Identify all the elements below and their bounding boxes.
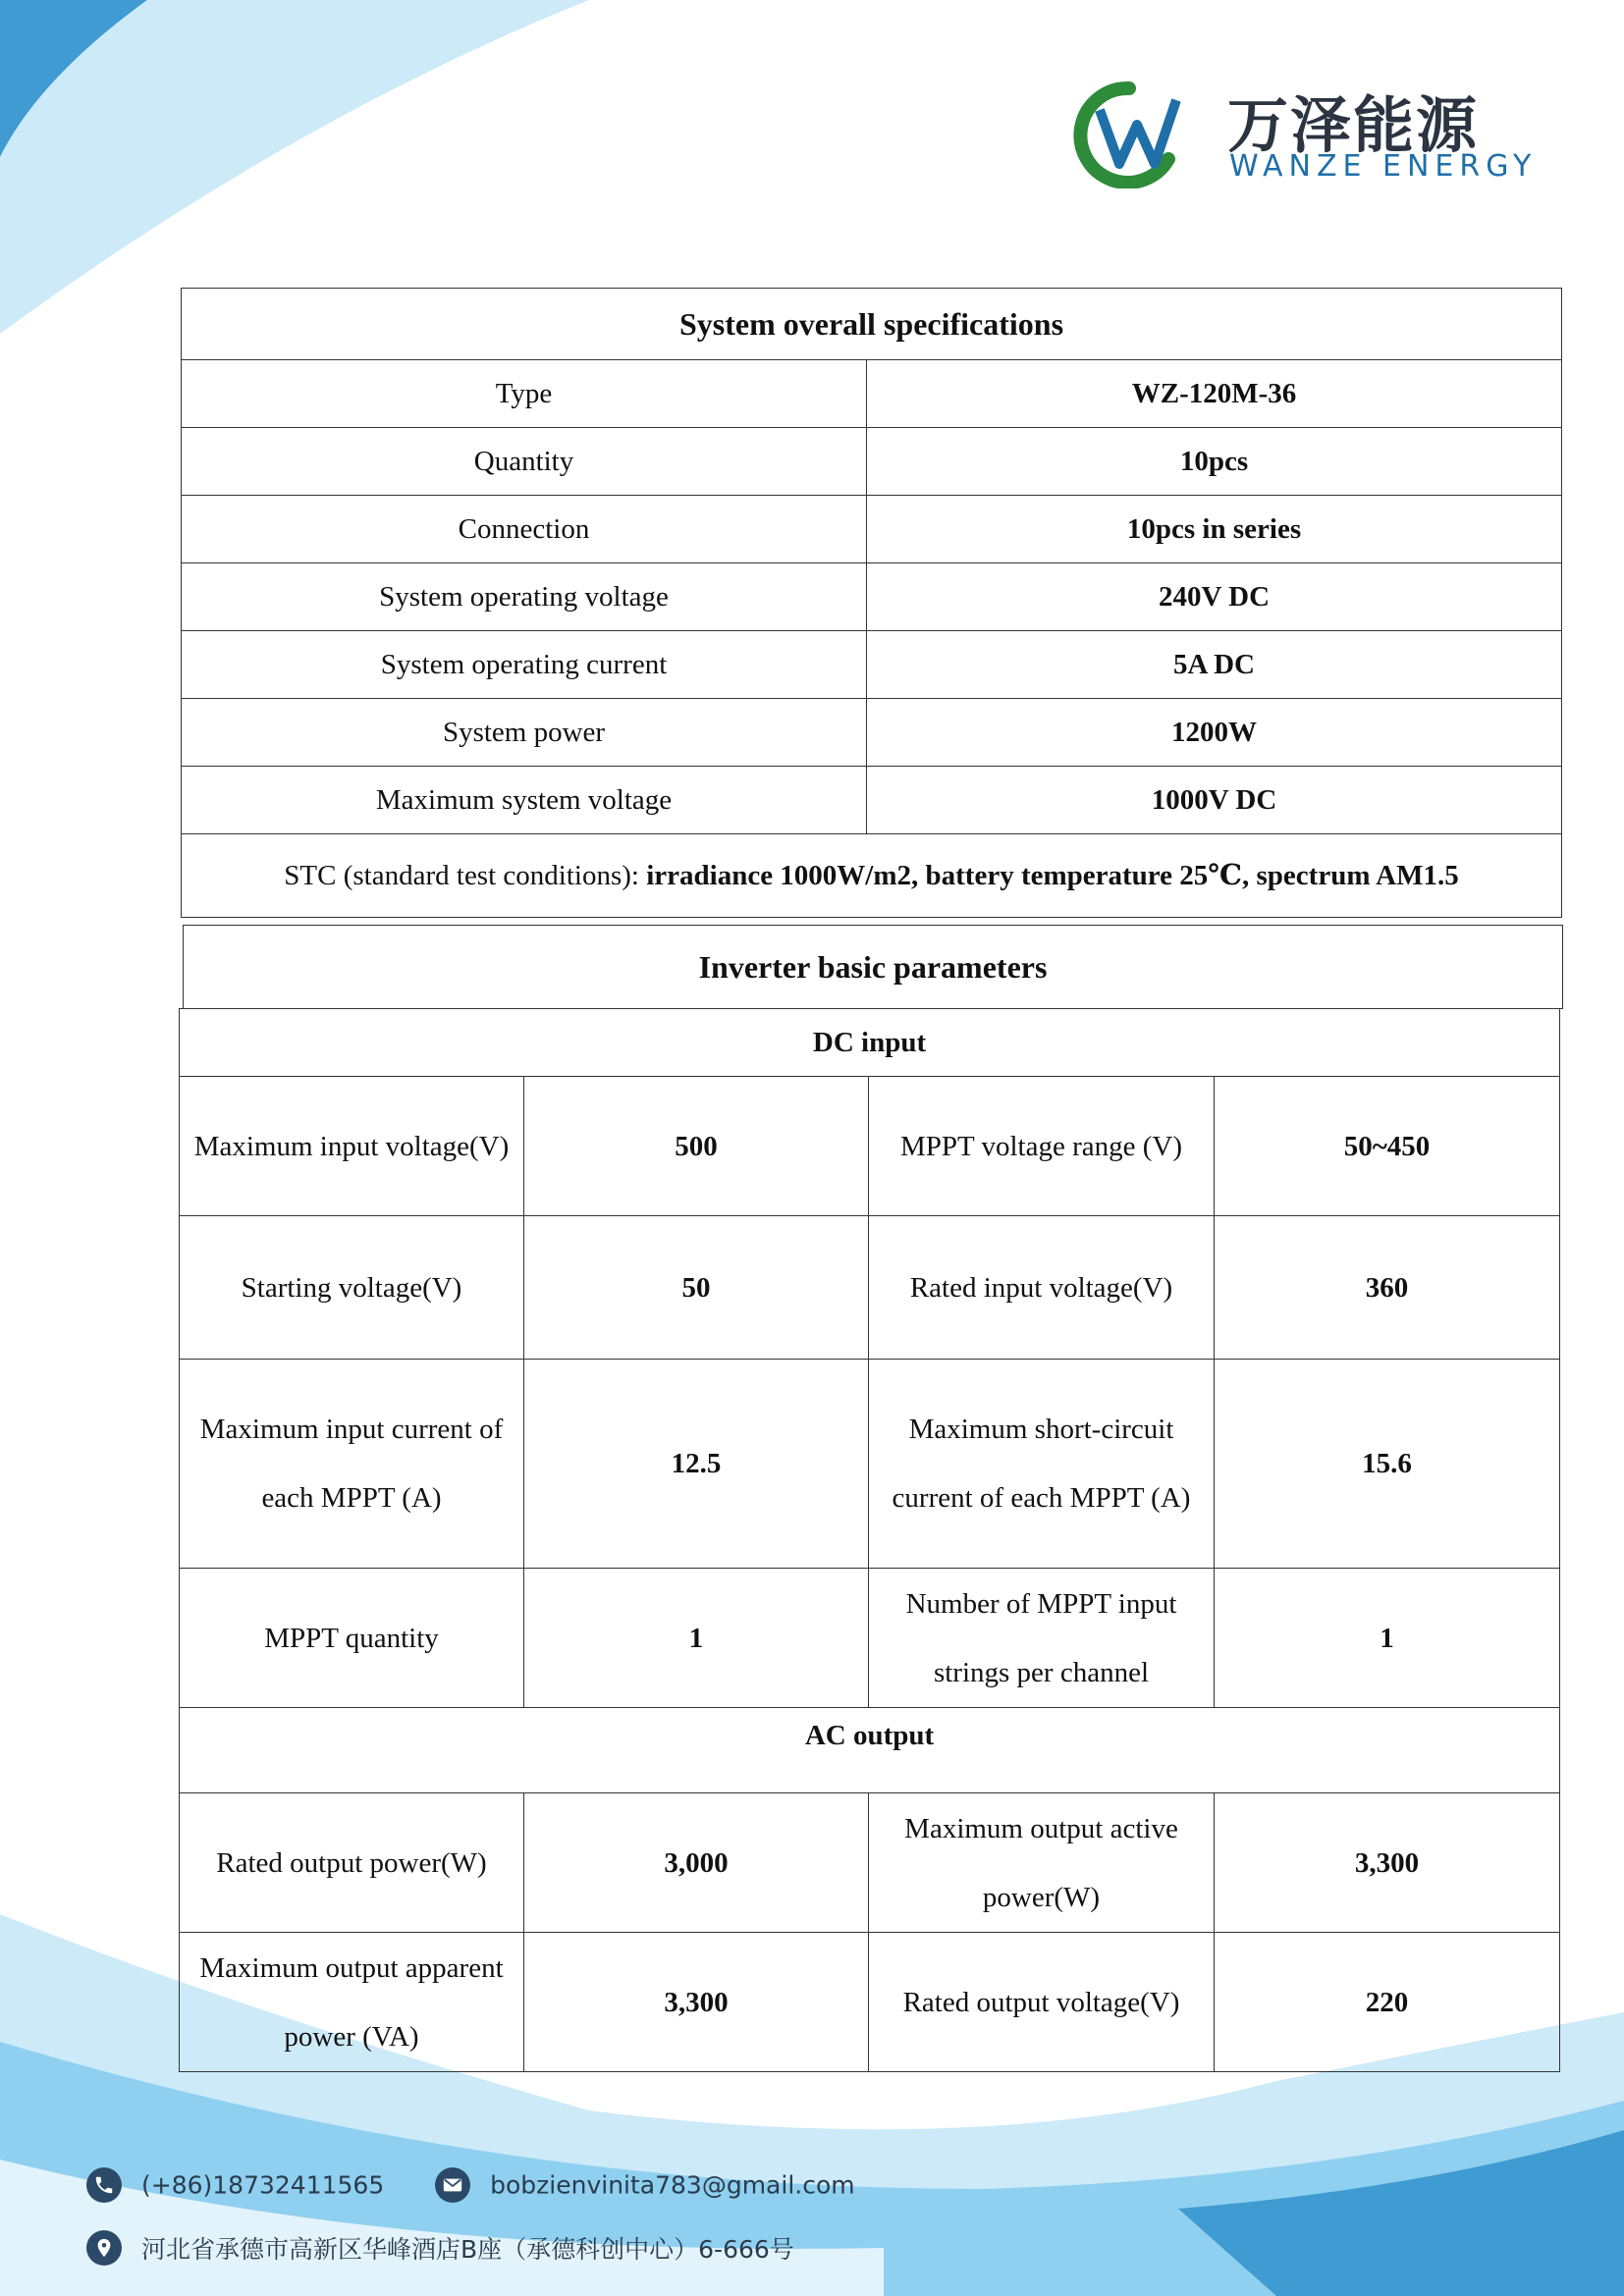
location-pin-icon bbox=[86, 2230, 122, 2266]
spec-value: 1000V DC bbox=[867, 767, 1562, 834]
param-value: 50 bbox=[524, 1216, 869, 1360]
param-label: Rated output voltage(V) bbox=[869, 1933, 1215, 2072]
spec-value: 1200W bbox=[867, 699, 1562, 767]
email-address[interactable]: bobzienvinita783@gmail.com bbox=[490, 2170, 855, 2200]
stc-label: STC (standard test conditions): bbox=[284, 860, 647, 891]
param-value: 500 bbox=[524, 1077, 869, 1216]
param-label: Number of MPPT input strings per channel bbox=[869, 1569, 1215, 1708]
company-logo bbox=[1060, 71, 1538, 188]
spec-label: Quantity bbox=[182, 428, 867, 496]
param-value: 3,300 bbox=[524, 1933, 869, 2072]
param-label: Maximum output apparent power (VA) bbox=[180, 1933, 524, 2072]
spec-label: Connection bbox=[182, 496, 867, 563]
param-label: MPPT voltage range (V) bbox=[869, 1077, 1215, 1216]
spec-value: 240V DC bbox=[867, 563, 1562, 631]
logo-english-name: WANZE ENERGY bbox=[1229, 149, 1538, 184]
spec-value: 10pcs bbox=[867, 428, 1562, 496]
param-value: 1 bbox=[1215, 1569, 1560, 1708]
logo-emblem-icon bbox=[1060, 80, 1188, 188]
address-text: 河北省承德市高新区华峰酒店B座（承德科创中心）6-666号 bbox=[141, 2235, 794, 2264]
param-label: Maximum output active power(W) bbox=[869, 1793, 1215, 1933]
stc-value: irradiance 1000W/m2, battery temperature 25℃, spectrum AM1.5 bbox=[646, 860, 1459, 891]
system-specs-title: System overall specifications bbox=[182, 289, 1562, 360]
param-value: 12.5 bbox=[524, 1360, 869, 1569]
footer-address-line bbox=[86, 2230, 794, 2266]
ac-output-title: AC output bbox=[180, 1708, 1560, 1793]
phone-number[interactable]: (+86)18732411565 bbox=[141, 2170, 385, 2200]
param-value: 3,000 bbox=[524, 1793, 869, 1933]
system-specs-table bbox=[181, 288, 1562, 918]
stc-note bbox=[182, 834, 1562, 918]
inverter-title-table bbox=[183, 925, 1563, 1009]
param-label: MPPT quantity bbox=[180, 1569, 524, 1708]
footer-contact-line bbox=[86, 2167, 855, 2203]
param-value: 1 bbox=[524, 1569, 869, 1708]
inverter-title: Inverter basic parameters bbox=[184, 926, 1563, 1009]
param-value: 220 bbox=[1215, 1933, 1560, 2072]
spec-label: System operating current bbox=[182, 631, 867, 699]
inverter-params-table bbox=[179, 1008, 1560, 2072]
param-label: Maximum short-circuit current of each MPPT (A) bbox=[869, 1360, 1215, 1569]
param-label: Rated output power(W) bbox=[180, 1793, 524, 1933]
param-label: Maximum input voltage(V) bbox=[180, 1077, 524, 1216]
dc-input-title: DC input bbox=[180, 1009, 1560, 1077]
phone-icon bbox=[86, 2167, 122, 2203]
param-value: 15.6 bbox=[1215, 1360, 1560, 1569]
param-label: Starting voltage(V) bbox=[180, 1216, 524, 1360]
email-icon bbox=[435, 2167, 470, 2203]
spec-label: Maximum system voltage bbox=[182, 767, 867, 834]
param-value: 3,300 bbox=[1215, 1793, 1560, 1933]
spec-label: System operating voltage bbox=[182, 563, 867, 631]
spec-label: System power bbox=[182, 699, 867, 767]
spec-value: 5A DC bbox=[867, 631, 1562, 699]
param-label: Rated input voltage(V) bbox=[869, 1216, 1215, 1360]
param-label: Maximum input current of each MPPT (A) bbox=[180, 1360, 524, 1569]
spec-label: Type bbox=[182, 360, 867, 428]
param-value: 360 bbox=[1215, 1216, 1560, 1360]
spec-value: WZ-120M-36 bbox=[867, 360, 1562, 428]
param-value: 50~450 bbox=[1215, 1077, 1560, 1216]
spec-value: 10pcs in series bbox=[867, 496, 1562, 563]
logo-chinese-name: 万泽能源 bbox=[1227, 89, 1480, 161]
